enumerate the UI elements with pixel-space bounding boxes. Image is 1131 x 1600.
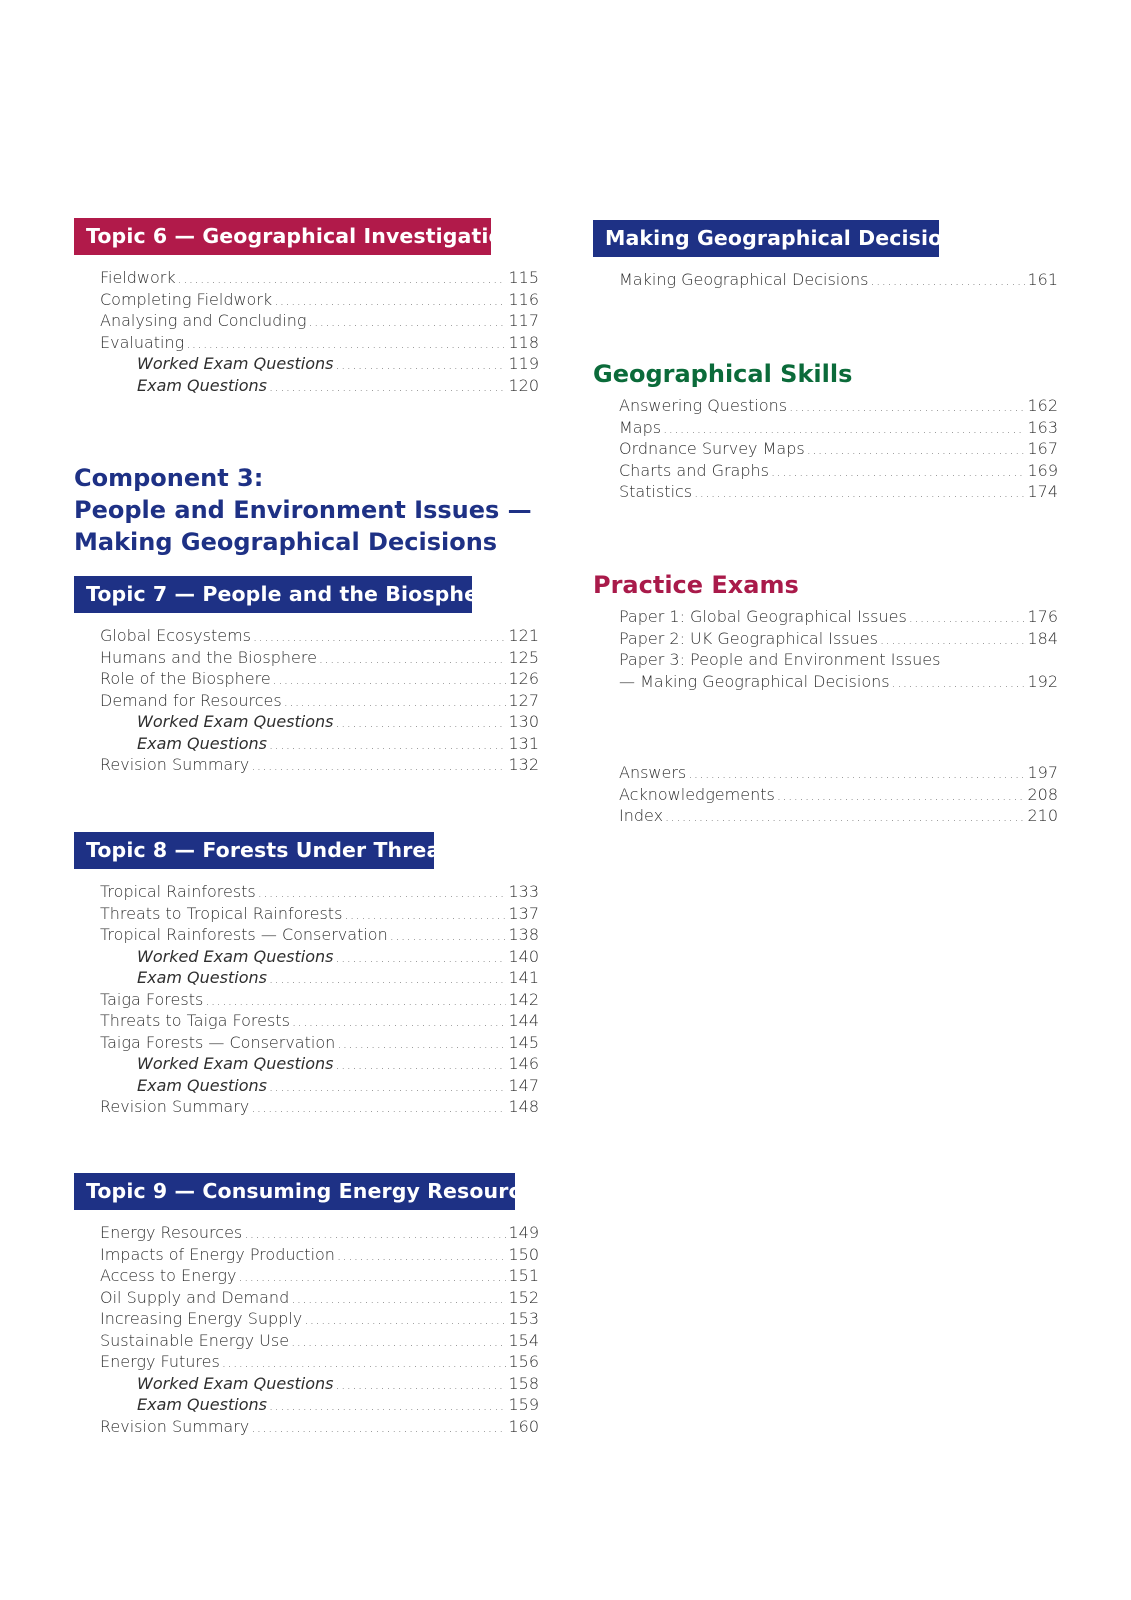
toc-entry[interactable]: Making Geographical Decisions ..... 161 [593,269,1058,291]
toc-entry[interactable]: — Making Geographical Decisions ..... 192 [593,671,1058,693]
toc-entry[interactable]: Role of the Biosphere ..... 126 [74,668,539,690]
toc-subentry[interactable]: Exam Questions ..... 141 [74,967,539,989]
toc-entry[interactable]: Sustainable Energy Use ..... 154 [74,1330,539,1352]
component-3-heading [74,462,551,558]
toc-entry[interactable]: Tropical Rainforests ..... 133 [74,881,539,903]
toc-entry[interactable]: Ordnance Survey Maps ..... 167 [593,438,1058,460]
toc-entry[interactable]: Fieldwork ..... 115 [74,267,539,289]
toc-entry[interactable]: Maps ..... 163 [593,417,1058,439]
toc-entry[interactable]: Revision Summary ..... 160 [74,1416,539,1438]
toc-subentry[interactable]: Worked Exam Questions ..... 146 [74,1053,539,1075]
exams-entries [593,606,1058,692]
toc-entry[interactable]: Index ..... 210 [593,805,1058,827]
toc-entry[interactable]: Answering Questions ..... 162 [593,395,1058,417]
toc-entry[interactable]: Acknowledgements ..... 208 [593,784,1058,806]
topic-9-section [74,1173,551,1437]
toc-entry[interactable]: Analysing and Concluding ..... 117 [74,310,539,332]
toc-entry[interactable]: Impacts of Energy Production ..... 150 [74,1244,539,1266]
topic-6-section [74,218,551,396]
toc-entry[interactable]: Evaluating ..... 118 [74,332,539,354]
toc-subentry[interactable]: Worked Exam Questions ..... 119 [74,353,539,375]
topic-8-banner: Topic 8 — Forests Under Threat [74,832,434,869]
topic-9-banner: Topic 9 — Consuming Energy Resources [74,1173,515,1210]
topic-8-entries [74,881,539,1118]
toc-entry[interactable]: Taiga Forests ..... 142 [74,989,539,1011]
toc-entry[interactable]: Energy Futures ..... 156 [74,1351,539,1373]
toc-entry[interactable]: Charts and Graphs ..... 169 [593,460,1058,482]
component-3-line-3: Making Geographical Decisions [74,528,498,556]
topic-7-banner: Topic 7 — People and the Biosphere [74,576,472,613]
toc-entry[interactable]: Increasing Energy Supply ..... 153 [74,1308,539,1330]
topic-6-entries [74,267,539,396]
decisions-banner: Making Geographical Decisions [593,220,939,257]
toc-entry[interactable]: Humans and the Biosphere ..... 125 [74,647,539,669]
toc-entry[interactable]: Answers ..... 197 [593,762,1058,784]
topic-6-banner: Topic 6 — Geographical Investigations [74,218,491,255]
toc-subentry[interactable]: Exam Questions ..... 147 [74,1075,539,1097]
topic-9-entries [74,1222,539,1437]
exams-section [593,569,1071,692]
toc-entry[interactable]: Energy Resources ..... 149 [74,1222,539,1244]
toc-subentry[interactable]: Worked Exam Questions ..... 130 [74,711,539,733]
skills-entries [593,395,1058,503]
component-3-line-1: Component 3: [74,464,264,492]
toc-entry[interactable]: Revision Summary ..... 148 [74,1096,539,1118]
topic-8-section [74,832,551,1118]
toc-subentry[interactable]: Worked Exam Questions ..... 140 [74,946,539,968]
toc-entry[interactable]: Revision Summary ..... 132 [74,754,539,776]
toc-subentry[interactable]: Exam Questions ..... 131 [74,733,539,755]
toc-entry[interactable]: Taiga Forests — Conservation ..... 145 [74,1032,539,1054]
toc-entry[interactable]: Statistics ..... 174 [593,481,1058,503]
component-3-line-2: People and Environment Issues — [74,496,532,524]
toc-entry[interactable]: Access to Energy ..... 151 [74,1265,539,1287]
right-column [593,0,1071,1600]
toc-entry[interactable]: Oil Supply and Demand ..... 152 [74,1287,539,1309]
toc-entry[interactable]: Global Ecosystems ..... 121 [74,625,539,647]
toc-entry[interactable]: Demand for Resources ..... 127 [74,690,539,712]
toc-entry[interactable]: Paper 3: People and Environment Issues [619,650,941,669]
toc-entry[interactable]: Tropical Rainforests — Conservation ..... 138 [74,924,539,946]
toc-subentry[interactable]: Exam Questions ..... 120 [74,375,539,397]
topic-7-entries [74,625,539,776]
skills-section [593,358,1071,503]
toc-entry[interactable]: Threats to Taiga Forests ..... 144 [74,1010,539,1032]
left-column [74,0,551,1600]
toc-entry[interactable]: Threats to Tropical Rainforests ..... 137 [74,903,539,925]
decisions-entries [593,269,1058,291]
toc-entry[interactable]: Paper 1: Global Geographical Issues ..... 176 [593,606,1058,628]
exams-heading: Practice Exams [593,571,799,599]
back-matter-section [593,762,1071,827]
back-matter-entries [593,762,1058,827]
toc-subentry[interactable]: Worked Exam Questions ..... 158 [74,1373,539,1395]
toc-entry[interactable]: Completing Fieldwork ..... 116 [74,289,539,311]
toc-subentry[interactable]: Exam Questions ..... 159 [74,1394,539,1416]
skills-heading: Geographical Skills [593,360,853,388]
decisions-section [593,220,1071,291]
topic-7-section [74,576,551,776]
toc-entry[interactable]: Paper 2: UK Geographical Issues ..... 184 [593,628,1058,650]
